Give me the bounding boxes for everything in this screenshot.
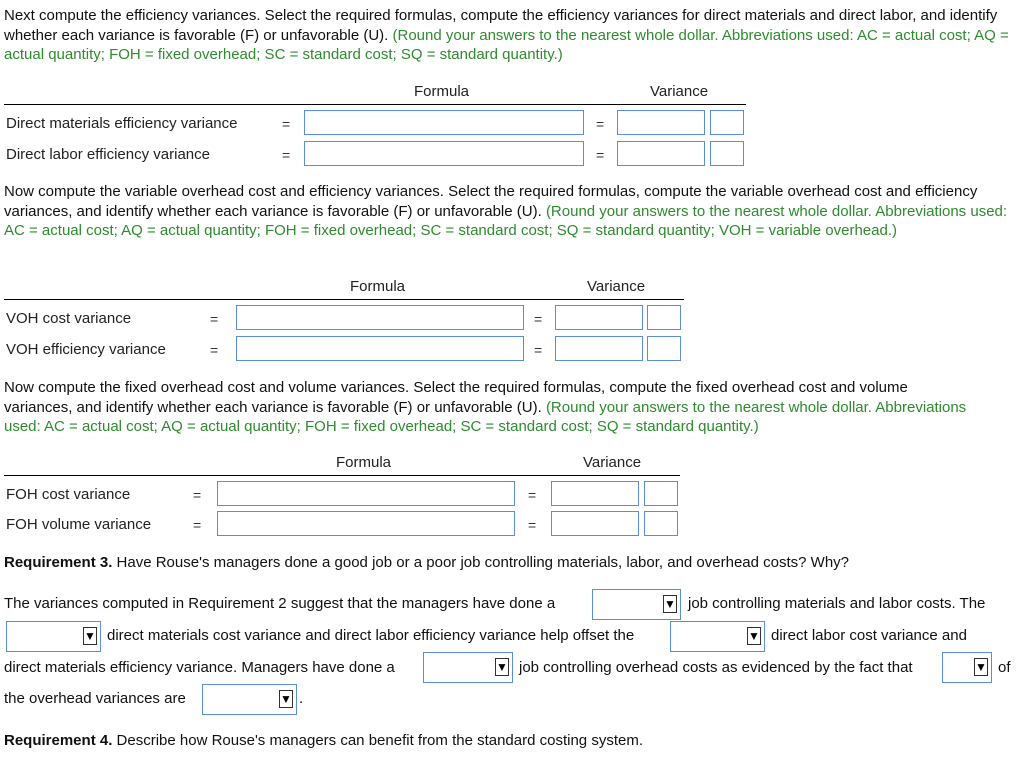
section2-instruction — [4, 182, 1016, 241]
chevron-down-icon[interactable]: ▼ — [280, 692, 292, 706]
req3-text-1: The variances computed in Requirement 2 suggest that the managers have done a — [4, 595, 556, 612]
req3-text-9: . — [299, 690, 304, 707]
foh-volume-variance-field[interactable] — [552, 512, 638, 535]
chevron-down-icon[interactable]: ▼ — [975, 660, 987, 674]
equals-sign: = — [193, 487, 202, 503]
req3-dropdown-3[interactable] — [670, 621, 765, 652]
req3-text-5: direct materials efficiency variance. Managers have done a — [4, 659, 395, 676]
equals-sign: = — [282, 116, 291, 132]
foh-cost-variance-input[interactable] — [551, 481, 639, 506]
requirement4-question: Describe how Rouse's managers can benefit from the standard costing system. — [112, 732, 643, 749]
dm-efficiency-variance-field[interactable] — [618, 111, 704, 134]
voh-cost-fu-field[interactable] — [648, 306, 680, 329]
dl-efficiency-fu-field[interactable] — [711, 142, 743, 165]
chevron-down-icon[interactable]: ▼ — [84, 629, 96, 643]
section1-header-rule — [4, 104, 746, 105]
req3-text-2: job controlling materials and labor costs. The — [688, 595, 986, 612]
equals-sign: = — [596, 147, 605, 163]
section1-instruction — [4, 6, 1014, 65]
dm-efficiency-formula-field[interactable] — [305, 111, 583, 134]
dm-efficiency-formula-input[interactable] — [304, 110, 584, 135]
equals-sign: = — [193, 517, 202, 533]
section3-instruction-text: Now compute the fixed overhead cost and volume variances. Select the required formulas, compute the fixed overhead cost and volume variances, and identify whether each variance is favorable (F) or unfavorable (U). — [4, 379, 908, 416]
foh-volume-formula-input[interactable] — [217, 511, 515, 536]
voh-efficiency-formula-input[interactable] — [236, 336, 524, 361]
chevron-down-icon[interactable]: ▼ — [664, 597, 676, 611]
requirement3-title: Requirement 3. — [4, 554, 113, 571]
section1-formula-header: Formula — [414, 83, 470, 100]
foh-cost-variance-field[interactable] — [552, 482, 638, 505]
equals-sign: = — [210, 311, 219, 327]
section3-note: (Round your answers to the nearest whole dollar. Abbreviations used: AC = actual cost; AQ = actual quantity; FOH = fixed overhead; SC = standard cost; SQ = standard quantity.) — [4, 398, 967, 435]
dm-efficiency-variance-input[interactable] — [617, 110, 705, 135]
section3-formula-header: Formula — [336, 454, 392, 471]
req3-text-4: direct labor cost variance and — [771, 627, 967, 644]
req3-text-6: job controlling overhead costs as evidenced by the fact that — [519, 659, 913, 676]
section2-instruction-text: Now compute the variable overhead cost and efficiency variances. Select the required formulas, compute the variable overhead cost and efficiency variances, and identify whether each variance is favorable (F) or unfavorable (U). — [4, 183, 978, 220]
dl-efficiency-label: Direct labor efficiency variance — [6, 146, 210, 163]
foh-cost-fu-input[interactable] — [644, 481, 678, 506]
equals-sign: = — [528, 487, 537, 503]
section1-note: (Round your answers to the nearest whole dollar. Abbreviations used: AC = actual cost; AQ = actual quantity; FOH = fixed overhead; SC = standard cost; SQ = standard quantity.) — [4, 26, 1009, 63]
foh-volume-label: FOH volume variance — [6, 516, 152, 533]
voh-efficiency-variance-input[interactable] — [555, 336, 643, 361]
requirement3-heading — [4, 554, 849, 571]
req3-dropdown-5[interactable] — [942, 652, 992, 683]
equals-sign: = — [210, 342, 219, 358]
req3-dropdown-1[interactable] — [592, 589, 681, 620]
section2-header-rule — [4, 299, 684, 300]
dm-efficiency-fu-input[interactable] — [710, 110, 744, 135]
dl-efficiency-fu-input[interactable] — [710, 141, 744, 166]
voh-cost-label: VOH cost variance — [6, 310, 132, 327]
voh-cost-formula-field[interactable] — [237, 306, 523, 329]
chevron-down-icon[interactable]: ▼ — [496, 660, 508, 674]
req3-dropdown-4[interactable] — [423, 652, 513, 683]
foh-cost-label: FOH cost variance — [6, 486, 131, 503]
voh-efficiency-variance-field[interactable] — [556, 337, 642, 360]
foh-cost-formula-input[interactable] — [217, 481, 515, 506]
dl-efficiency-variance-field[interactable] — [618, 142, 704, 165]
requirement3-question: Have Rouse's managers done a good job or a poor job controlling materials, labor, and overhead costs? Why? — [112, 554, 850, 571]
section1-variance-header: Variance — [650, 83, 709, 100]
voh-cost-fu-input[interactable] — [647, 305, 681, 330]
chevron-down-icon[interactable]: ▼ — [748, 629, 760, 643]
req3-dropdown-6[interactable] — [202, 684, 297, 715]
voh-efficiency-label: VOH efficiency variance — [6, 341, 166, 358]
section3-header-rule — [4, 475, 680, 476]
voh-cost-variance-input[interactable] — [555, 305, 643, 330]
equals-sign: = — [282, 147, 291, 163]
dm-efficiency-fu-field[interactable] — [711, 111, 743, 134]
req3-dropdown-2[interactable] — [6, 621, 101, 652]
foh-cost-fu-field[interactable] — [645, 482, 677, 505]
dl-efficiency-formula-field[interactable] — [305, 142, 583, 165]
dl-efficiency-variance-input[interactable] — [617, 141, 705, 166]
section3-variance-header: Variance — [583, 454, 642, 471]
equals-sign: = — [528, 517, 537, 533]
voh-efficiency-formula-field[interactable] — [237, 337, 523, 360]
section2-variance-header: Variance — [587, 278, 646, 295]
voh-efficiency-fu-input[interactable] — [647, 336, 681, 361]
section3-instruction — [4, 378, 969, 437]
foh-volume-fu-field[interactable] — [645, 512, 677, 535]
req3-text-8: the overhead variances are — [4, 690, 186, 707]
dm-efficiency-label: Direct materials efficiency variance — [6, 115, 238, 132]
foh-cost-formula-field[interactable] — [218, 482, 514, 505]
equals-sign: = — [596, 116, 605, 132]
section2-formula-header: Formula — [350, 278, 406, 295]
foh-volume-formula-field[interactable] — [218, 512, 514, 535]
equals-sign: = — [534, 342, 543, 358]
foh-volume-variance-input[interactable] — [551, 511, 639, 536]
section2-note: (Round your answers to the nearest whole dollar. Abbreviations used: AC = actual cost; AQ = actual quantity; FOH = fixed overhead; SC = standard cost; SQ = standard quantity; VOH = variable overhead.) — [4, 202, 1008, 239]
voh-efficiency-fu-field[interactable] — [648, 337, 680, 360]
section1-instruction-text: Next compute the efficiency variances. Select the required formulas, compute the efficiency variances for direct materials and direct labor, and identify whether each variance is favorable (F) or unfavorable (U). — [4, 7, 998, 44]
equals-sign: = — [534, 311, 543, 327]
req3-text-3: direct materials cost variance and direct labor efficiency variance help offset the — [107, 627, 635, 644]
req3-text-7: of — [998, 659, 1011, 676]
foh-volume-fu-input[interactable] — [644, 511, 678, 536]
voh-cost-formula-input[interactable] — [236, 305, 524, 330]
requirement4-heading — [4, 732, 643, 749]
requirement4-title: Requirement 4. — [4, 732, 113, 749]
voh-cost-variance-field[interactable] — [556, 306, 642, 329]
dl-efficiency-formula-input[interactable] — [304, 141, 584, 166]
